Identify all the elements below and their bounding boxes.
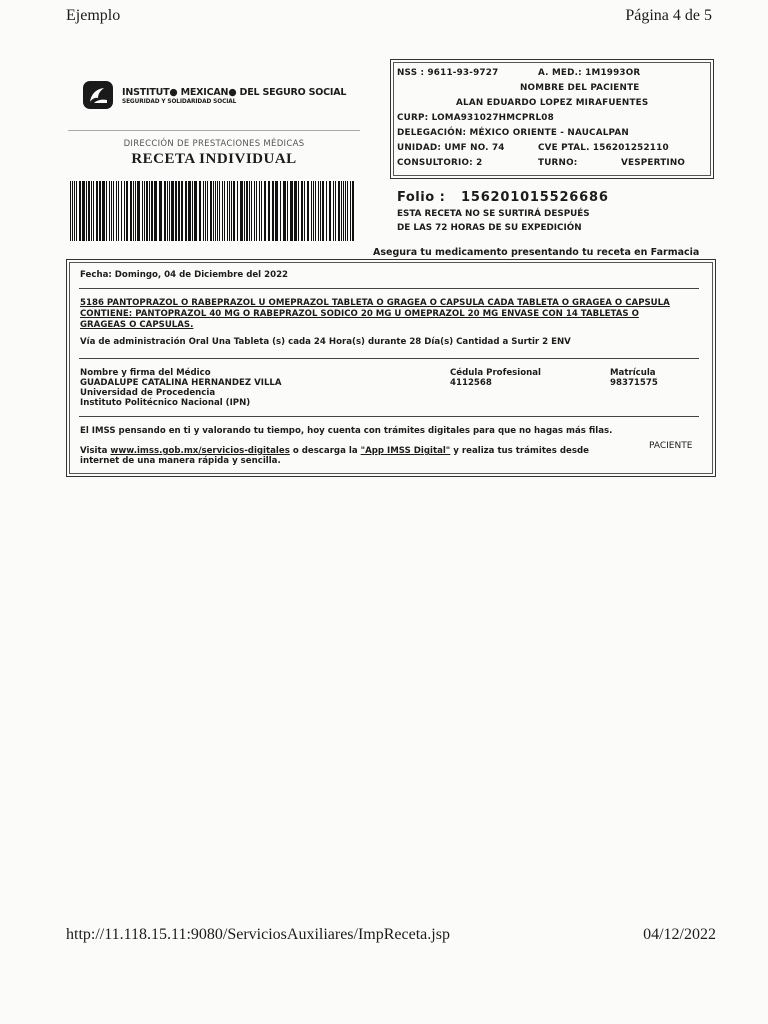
barcode-bar [240, 181, 243, 241]
barcode-bar [222, 181, 223, 241]
barcode-bar [96, 181, 98, 241]
barcode-bar [298, 181, 299, 241]
barcode-bar [154, 181, 157, 241]
barcode-bar [329, 181, 331, 241]
divider [79, 288, 699, 289]
barcode-bar [126, 181, 128, 241]
barcode-bar [322, 181, 324, 241]
barcode-bar [224, 181, 225, 241]
divider [79, 358, 699, 359]
barcode-bar [70, 181, 71, 241]
barcode-bar [280, 181, 281, 241]
institution-tagline: SEGURIDAD Y SOLIDARIDAD SOCIAL [122, 99, 237, 105]
barcode-bar [251, 181, 252, 241]
barcode-bar [343, 181, 344, 241]
barcode-bar [304, 181, 305, 241]
barcode-bar [215, 181, 216, 241]
barcode-bar [93, 181, 94, 241]
barcode-bar [185, 181, 187, 241]
barcode-bar [246, 181, 248, 241]
barcode-bar [313, 181, 314, 241]
barcode-bar [229, 181, 230, 241]
barcode-bar [121, 181, 122, 241]
imss-logo [82, 80, 347, 112]
barcode-bar [79, 181, 81, 241]
barcode-bar [227, 181, 228, 241]
cedula-number: 4112568 [450, 378, 492, 388]
barcode-bar [133, 181, 134, 241]
digital-services-note: El IMSS pensando en ti y valorando tu tiempo, hoy cuenta con trámites digitales para que no hagas más filas. [80, 426, 613, 436]
barcode-bar [159, 181, 162, 241]
barcode-bar [326, 181, 327, 241]
barcode-bar [194, 181, 197, 241]
delegacion: DELEGACIÓN: MÉXICO ORIENTE - NAUCALPAN [397, 128, 629, 138]
cedula-label: Cédula Profesional [450, 368, 541, 378]
barcode-bar [205, 181, 206, 241]
barcode-bar [264, 181, 266, 241]
barcode-bar [188, 181, 191, 241]
divider [68, 130, 360, 131]
barcode-bar [311, 181, 312, 241]
medication-line: 5186 PANTOPRAZOL O RABEPRAZOL U OMEPRAZOL TABLETA O GRAGEA O CAPSULA CADA TABLETA O GRAGEA O CAPSULA [80, 298, 670, 308]
barcode-bar [88, 181, 90, 241]
medication-line: GRAGEAS O CAPSULAS. [80, 320, 194, 330]
a-med: A. MED.: 1M1993OR [538, 68, 641, 78]
medication-line: CONTIENE: PANTOPRAZOL 40 MG O RABEPRAZOL SODICO 20 MG U OMEPRAZOL 20 MG ENVASE CON 14 TABLETAS O [80, 309, 639, 319]
patient-info-box [390, 59, 714, 179]
barcode-bar [130, 181, 132, 241]
barcode-bar [99, 181, 101, 241]
barcode-bar [116, 181, 117, 241]
barcode-bar [335, 181, 336, 241]
direccion-label: DIRECCIÓN DE PRESTACIONES MÉDICAS [123, 139, 305, 149]
app-imss-digital-link[interactable]: "App IMSS Digital" [360, 446, 451, 456]
barcode-bar [72, 181, 73, 241]
prescription-box [66, 259, 716, 477]
barcode-bar [261, 181, 262, 241]
barcode-bar [192, 181, 193, 241]
barcode-bar [203, 181, 204, 241]
page-footer-date: 04/12/2022 [643, 926, 716, 943]
cve-ptal: CVE PTAL. 156201252110 [538, 143, 669, 153]
barcode-bar [290, 181, 293, 241]
eagle-emblem-icon [82, 80, 114, 110]
expiry-note-line2: DE LAS 72 HORAS DE SU EXPEDICIÓN [397, 223, 582, 233]
barcode-bar [287, 181, 288, 241]
unidad: UNIDAD: UMF NO. 74 [397, 143, 505, 153]
turno-label: TURNO: [538, 158, 578, 168]
barcode-bar [259, 181, 260, 241]
barcode-bar [106, 181, 107, 241]
document-title: RECETA INDIVIDUAL [131, 151, 297, 167]
barcode-bar [341, 181, 342, 241]
barcode-bar [307, 181, 309, 241]
barcode-bar [350, 181, 351, 241]
barcode-bar [207, 181, 208, 241]
barcode-bar [151, 181, 153, 241]
barcode-bar [217, 181, 218, 241]
administration-instructions: Vía de administración Oral Una Tableta (s) cada 24 Hora(s) durante 28 Día(s) Cantidad a Surtir 2 ENV [80, 337, 571, 347]
imss-services-link[interactable]: www.imss.gob.mx/servicios-digitales [110, 446, 290, 456]
digital-services-visit: Visita www.imss.gob.mx/servicios-digitales o descarga la "App IMSS Digital" y realiza tus trámites desde [80, 446, 589, 456]
matricula-label: Matrícula [610, 368, 656, 378]
page-number: Página 4 de 5 [625, 7, 712, 24]
digital-services-note-end: internet de una manera rápida y sencilla. [80, 456, 281, 466]
barcode [70, 181, 356, 241]
barcode-bar [272, 181, 274, 241]
barcode-bar [237, 181, 238, 241]
barcode-bar [76, 181, 77, 241]
barcode-bar [210, 181, 212, 241]
barcode-bar [345, 181, 346, 241]
patient-name: ALAN EDUARDO LOPEZ MIRAFUENTES [456, 98, 649, 108]
barcode-bar [268, 181, 270, 241]
barcode-bar [144, 181, 145, 241]
page-header-left: Ejemplo [66, 7, 121, 24]
barcode-bar [244, 181, 245, 241]
barcode-bar [102, 181, 105, 241]
barcode-bar [301, 181, 303, 241]
folio-label: Folio : [397, 190, 446, 205]
copy-label: PACIENTE [649, 441, 693, 451]
barcode-bar [219, 181, 220, 241]
barcode-bar [347, 181, 348, 241]
barcode-bar [167, 181, 168, 241]
barcode-bar [142, 181, 143, 241]
barcode-bar [175, 181, 177, 241]
barcode-bar [118, 181, 119, 241]
barcode-bar [137, 181, 140, 241]
barcode-bar [249, 181, 250, 241]
turno: VESPERTINO [621, 158, 686, 168]
barcode-bar [74, 181, 75, 241]
barcode-bar [181, 181, 183, 241]
doctor-name: GUADALUPE CATALINA HERNANDEZ VILLA [80, 378, 282, 388]
barcode-bar [109, 181, 110, 241]
barcode-bar [315, 181, 316, 241]
pharmacy-notice: Asegura tu medicamento presentando tu receta en Farmacia [373, 247, 700, 258]
barcode-bar [91, 181, 92, 241]
barcode-bar [231, 181, 232, 241]
barcode-bar [124, 181, 125, 241]
barcode-bar [169, 181, 170, 241]
barcode-bar [113, 181, 114, 241]
barcode-bar [135, 181, 136, 241]
barcode-bar [86, 181, 87, 241]
barcode-bar [164, 181, 166, 241]
university: Instituto Politécnico Nacional (IPN) [80, 398, 251, 408]
barcode-bar [233, 181, 235, 241]
barcode-bar [199, 181, 201, 241]
barcode-bar [111, 181, 112, 241]
barcode-bar [256, 181, 257, 241]
barcode-bar [213, 181, 214, 241]
barcode-bar [254, 181, 255, 241]
doctor-label: Nombre y firma del Médico [80, 368, 211, 378]
expiry-note-line1: ESTA RECETA NO SE SURTIRÁ DESPUÉS [397, 209, 590, 219]
prescription-date: Fecha: Domingo, 04 de Diciembre del 2022 [80, 270, 289, 280]
barcode-bar [171, 181, 174, 241]
barcode-bar [275, 181, 278, 241]
divider [79, 416, 699, 417]
matricula-number: 98371575 [610, 378, 658, 388]
barcode-bar [320, 181, 321, 241]
page-footer-url: http://11.118.15.11:9080/ServiciosAuxiliares/ImpReceta.jsp [66, 926, 450, 943]
barcode-bar [333, 181, 334, 241]
curp: CURP: LOMA931027HMCPRL08 [397, 113, 554, 123]
barcode-bar [146, 181, 148, 241]
university-label: Universidad de Procedencia [80, 388, 216, 398]
barcode-bar [178, 181, 180, 241]
barcode-bar [352, 181, 354, 241]
institution-name: INSTITUT● MEXICAN● DEL SEGURO SOCIAL [122, 87, 347, 98]
barcode-bar [82, 181, 85, 241]
patient-name-label: NOMBRE DEL PACIENTE [520, 83, 640, 93]
folio-number: 156201015526686 [461, 190, 609, 205]
barcode-bar [338, 181, 340, 241]
barcode-bar [318, 181, 319, 241]
barcode-bar [149, 181, 150, 241]
barcode-bar [283, 181, 286, 241]
nss: NSS : 9611-93-9727 [397, 68, 499, 78]
barcode-bar [294, 181, 297, 241]
consultorio: CONSULTORIO: 2 [397, 158, 483, 168]
